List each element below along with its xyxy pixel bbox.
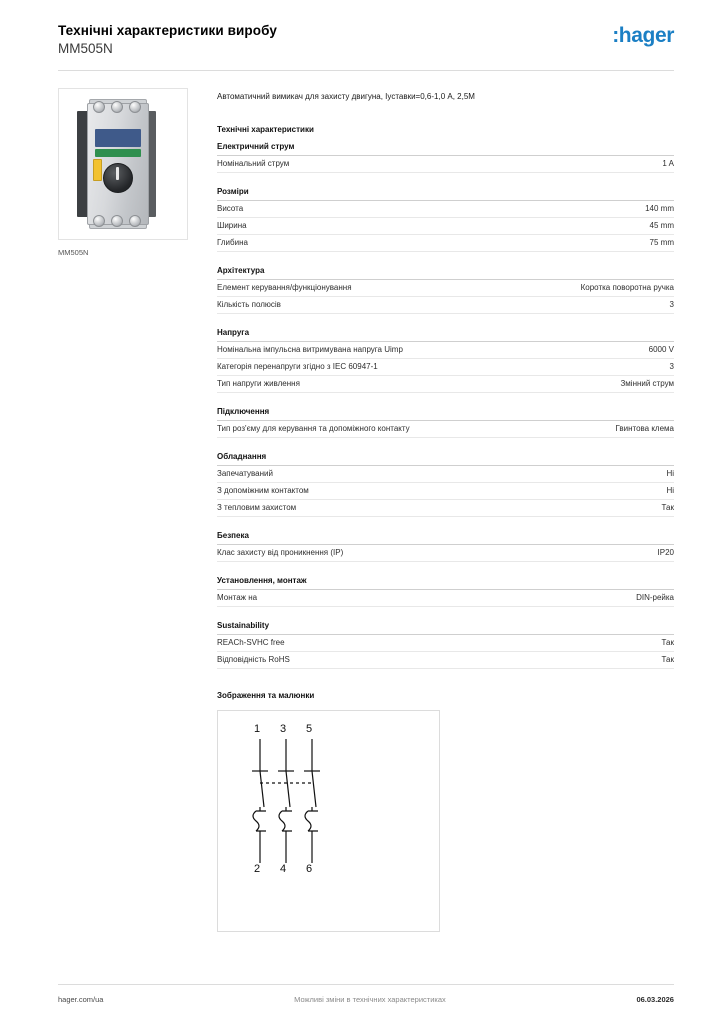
spec-row [217, 545, 674, 562]
spec-group-title: Архітектура [217, 266, 674, 280]
specifications-column [217, 92, 674, 932]
spec-row [217, 500, 674, 517]
spec-value: 75 mm [649, 238, 674, 248]
spec-value: 140 mm [645, 204, 674, 214]
spec-row [217, 376, 674, 393]
spec-group [217, 531, 674, 562]
diagram-label-bottom-2: 2 [254, 862, 261, 875]
spec-value: Так [661, 638, 674, 648]
terminal-screw-3 [111, 101, 123, 113]
footer-website-link[interactable]: hager.com/ua [58, 995, 104, 1004]
wiring-diagram [217, 710, 440, 932]
breaker-yellow-lever [93, 159, 102, 181]
spec-group [217, 407, 674, 438]
diagram-label-bottom-6: 6 [306, 862, 313, 875]
product-code-subtitle: MM505N [58, 41, 113, 57]
spec-value: IP20 [657, 548, 674, 558]
spec-value: Ні [666, 469, 674, 479]
spec-key: Монтаж на [217, 593, 258, 603]
spec-row [217, 590, 674, 607]
spec-value: 45 mm [649, 221, 674, 231]
spec-key: З допоміжним контактом [217, 486, 309, 496]
spec-group-title: Розміри [217, 187, 674, 201]
spec-key: Відповідність RoHS [217, 655, 290, 665]
spec-value: 6000 V [648, 345, 674, 355]
diagram-label-top-1: 1 [254, 722, 261, 735]
spec-row [217, 218, 674, 235]
spec-value: 3 [669, 362, 674, 372]
spec-row [217, 297, 674, 314]
spec-group-title: Підключення [217, 407, 674, 421]
spec-group-title: Установлення, монтаж [217, 576, 674, 590]
footer-divider [58, 984, 674, 985]
spec-row [217, 280, 674, 297]
spec-value: Коротка поворотна ручка [580, 283, 674, 293]
spec-group-title: Електричний струм [217, 142, 674, 156]
page-footer [58, 995, 674, 1004]
spec-group [217, 266, 674, 314]
spec-key: Номінальна імпульсна витримувана напруга Uimp [217, 345, 403, 355]
spec-key: Елемент керування/функціонування [217, 283, 352, 293]
spec-value: Так [661, 503, 674, 513]
spec-group [217, 621, 674, 669]
spec-group-title: Напруга [217, 328, 674, 342]
spec-key: З тепловим захистом [217, 503, 297, 513]
spec-value: Гвинтова клема [615, 424, 674, 434]
terminal-screw-2 [93, 215, 105, 227]
spec-value: 3 [669, 300, 674, 310]
spec-key: Тип напруги живлення [217, 379, 300, 389]
spec-group-title: Безпека [217, 531, 674, 545]
spec-group [217, 576, 674, 607]
spec-value: Ні [666, 486, 674, 496]
header-divider [58, 70, 674, 71]
spec-key: Тип роз'єму для керування та допоміжного контакту [217, 424, 410, 434]
breaker-knob-indicator [116, 167, 119, 180]
spec-row [217, 483, 674, 500]
spec-key: Номінальний струм [217, 159, 290, 169]
spec-group [217, 452, 674, 517]
spec-group-title: Sustainability [217, 621, 674, 635]
spec-row [217, 201, 674, 218]
spec-key: Ширина [217, 221, 247, 231]
header-titles [58, 22, 277, 58]
terminal-screw-6 [129, 215, 141, 227]
spec-group-title: Обладнання [217, 452, 674, 466]
spec-row [217, 652, 674, 669]
specs-section-heading: Технічні характеристики [217, 124, 314, 134]
product-image-caption: MM505N [58, 248, 89, 257]
spec-key: Висота [217, 204, 244, 214]
footer-date: 06.03.2026 [636, 995, 674, 1004]
diagram-label-bottom-4: 4 [280, 862, 287, 875]
spec-row [217, 359, 674, 376]
product-image [58, 88, 188, 240]
spec-group [217, 187, 674, 252]
spec-key: REACh-SVHC free [217, 638, 285, 648]
spec-row [217, 635, 674, 652]
page-header [0, 0, 724, 72]
spec-key: Глибина [217, 238, 248, 248]
spec-value: 1 A [662, 159, 674, 169]
spec-group [217, 328, 674, 393]
spec-value: DIN-рейка [636, 593, 674, 603]
spec-value: Змінний струм [620, 379, 674, 389]
wiring-diagram-svg [218, 711, 439, 931]
diagram-label-top-5: 5 [306, 722, 313, 735]
footer-disclaimer: Можливі зміни в технічних характеристиках [294, 995, 446, 1004]
page-title: Технічні характеристики виробу [58, 23, 277, 38]
terminal-screw-1 [93, 101, 105, 113]
breaker-label-blue [95, 129, 141, 147]
spec-value: Так [661, 655, 674, 665]
figures-section-title: Зображення та малюнки [217, 690, 315, 700]
terminal-screw-4 [111, 215, 123, 227]
product-image-column [58, 88, 188, 257]
spec-key: Категорія перенапруги згідно з IEC 60947-1 [217, 362, 378, 372]
spec-row [217, 235, 674, 252]
spec-key: Кількість полюсів [217, 300, 281, 310]
spec-key: Запечатуваний [217, 469, 273, 479]
spec-row [217, 421, 674, 438]
diagram-label-top-3: 3 [280, 722, 287, 735]
spec-group [217, 142, 674, 173]
spec-key: Клас захисту від проникнення (IP) [217, 548, 344, 558]
spec-row [217, 466, 674, 483]
spec-row [217, 342, 674, 359]
product-description: Автоматичний вимикач для захисту двигуна, Іуставки=0,6-1,0 A, 2,5М [217, 92, 475, 101]
breaker-label-green [95, 149, 141, 157]
hager-logo: :hager [612, 24, 674, 47]
terminal-screw-5 [129, 101, 141, 113]
spec-row [217, 156, 674, 173]
